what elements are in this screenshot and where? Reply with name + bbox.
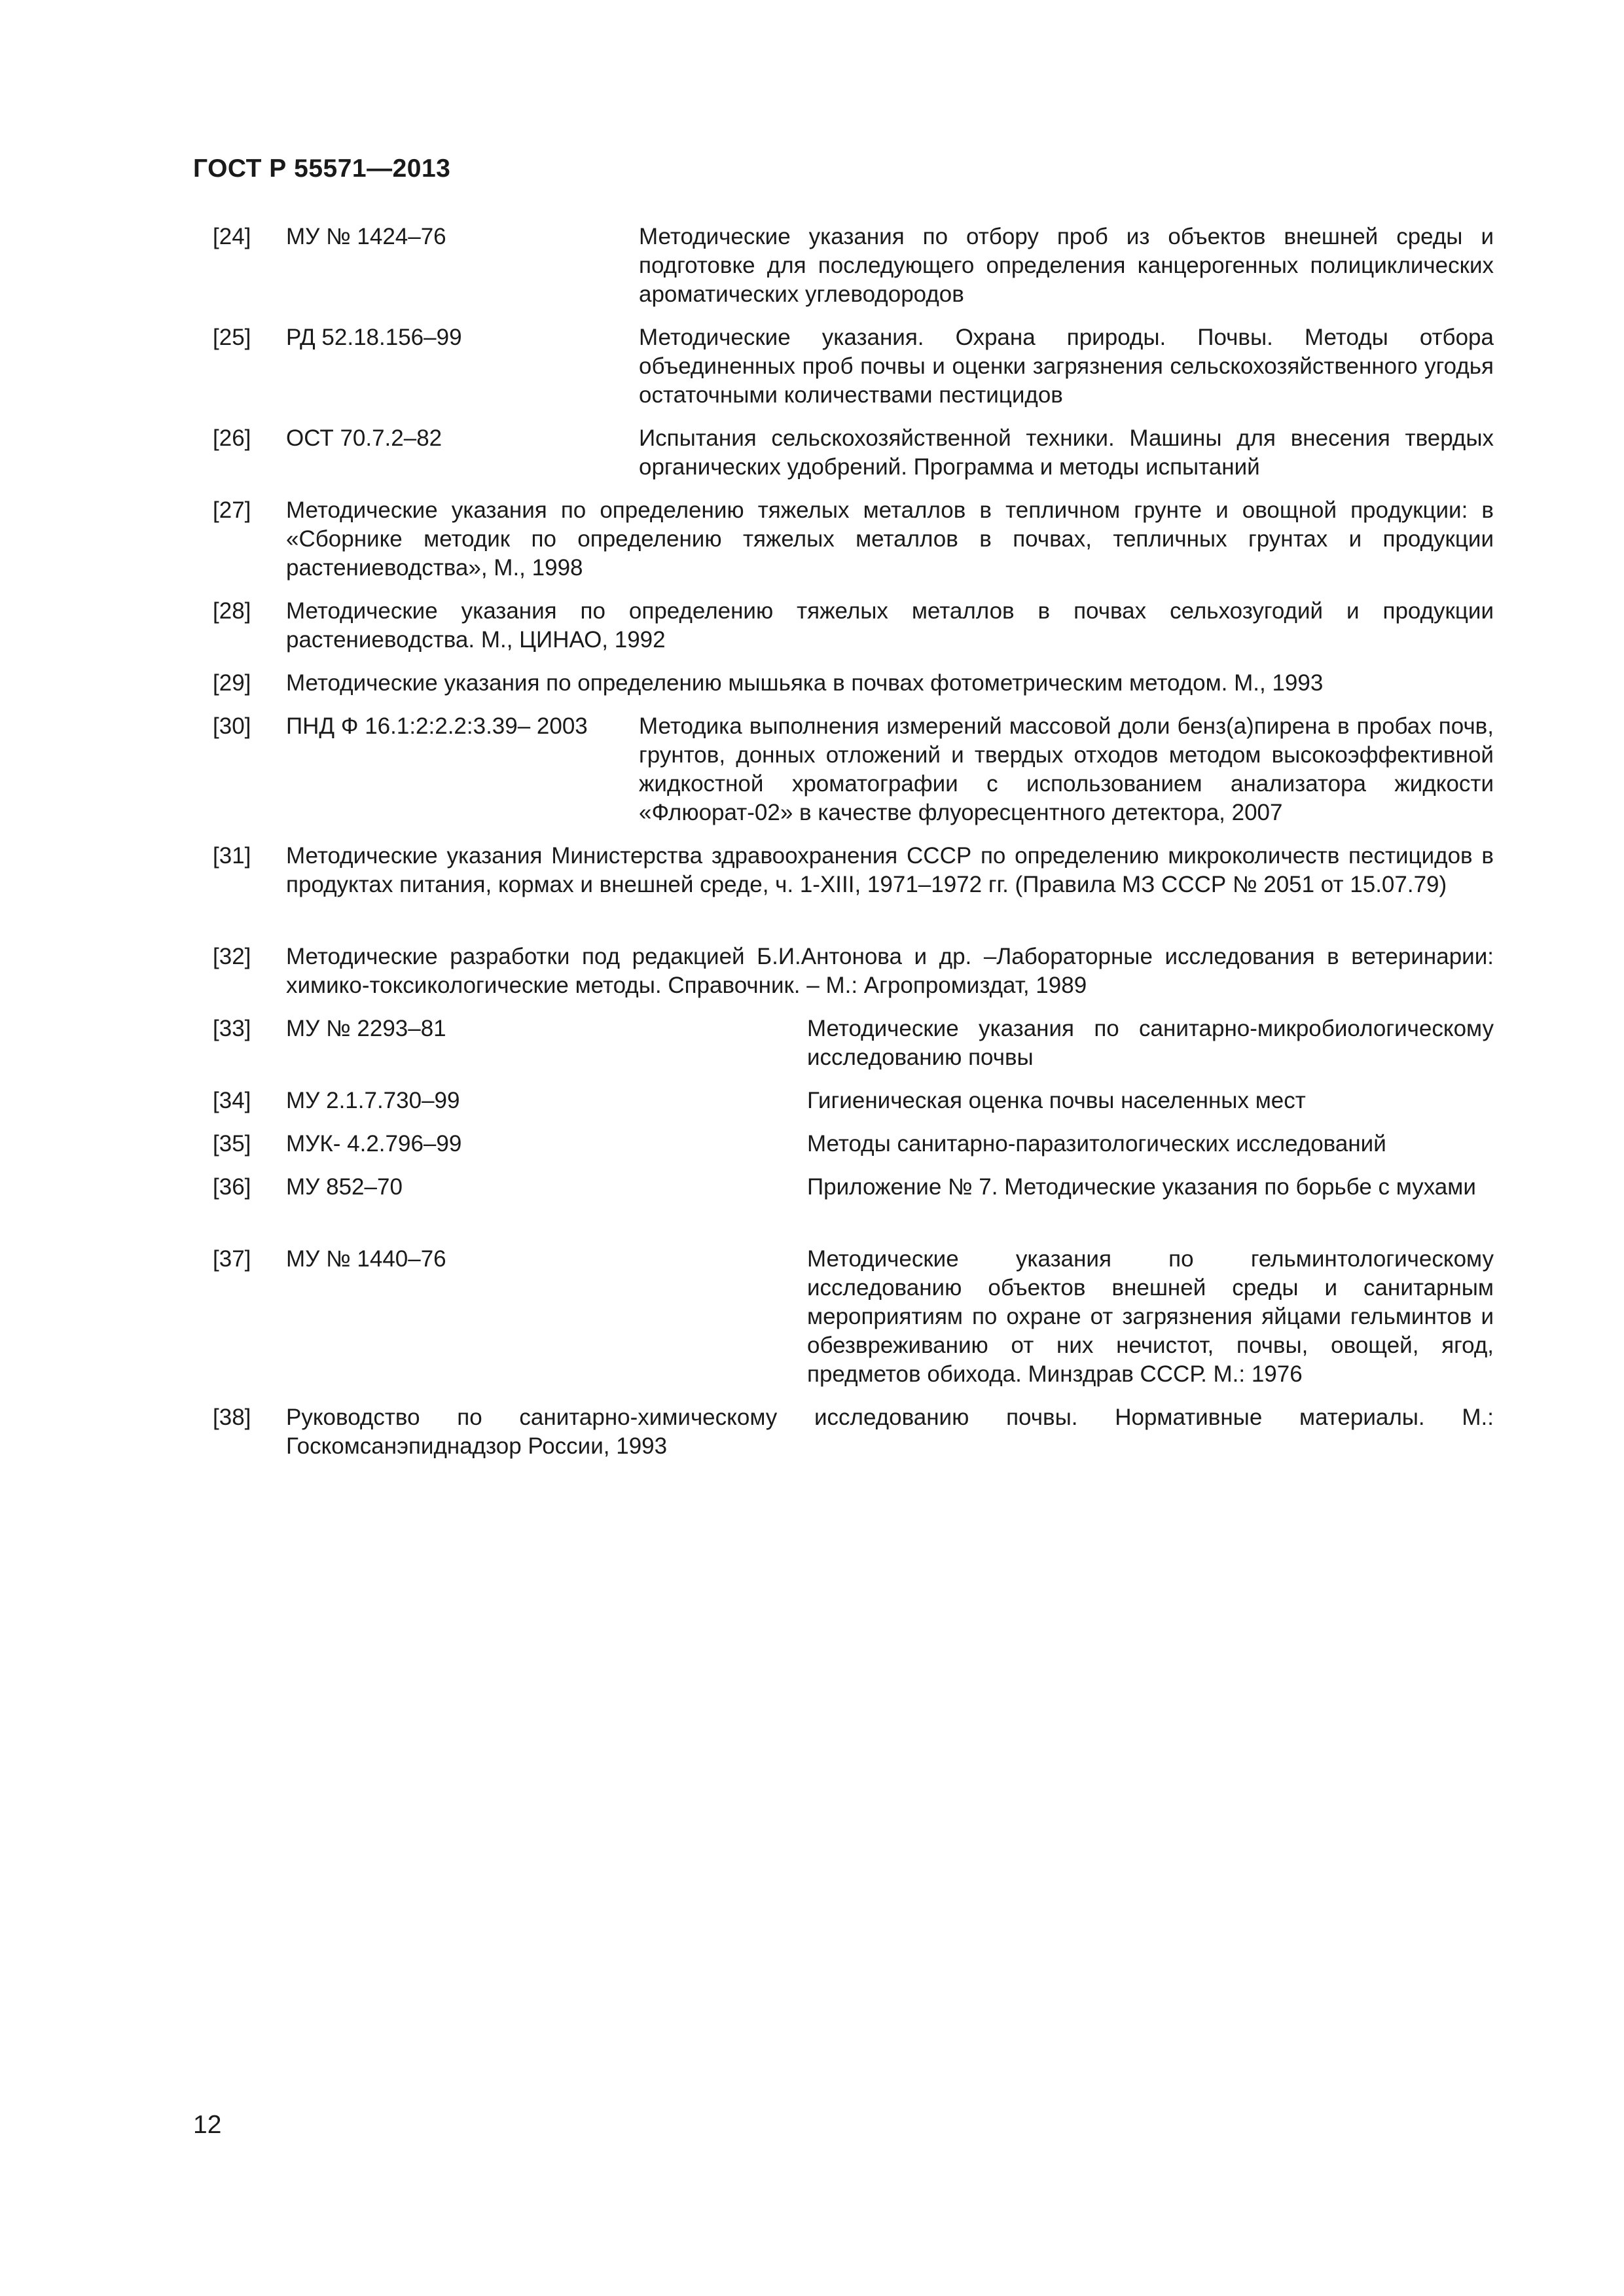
reference-code: МУ 2.1.7.730–99 <box>286 1088 460 1113</box>
reference-number: [28] <box>213 598 251 624</box>
reference-text: Методические указания. Охрана природы. Почвы. Методы отбора объединенных проб почвы и оценки загрязнения сельскохозяйственного угодья остаточными количествами пестицидов <box>639 325 1494 408</box>
reference-number: [35] <box>213 1131 251 1157</box>
reference-text: Методика выполнения измерений массовой доли бенз(а)пирена в пробах почв, грунтов, донных отложений и твердых отходов методом высокоэффективной жидкостной хроматографии с использованием анализатора жидкости «Флюорат-02» в качестве флуоресцентного детектора, 2007 <box>639 713 1494 825</box>
reference-number: [34] <box>213 1088 251 1113</box>
reference-code: ПНД Ф 16.1:2:2.2:3.39– 2003 <box>286 713 588 739</box>
reference-text: Гигиеническая оценка почвы населенных мест <box>807 1088 1306 1113</box>
reference-text: Методические указания Министерства здравоохранения СССР по определению микроколичеств пестицидов в продуктах питания, кормах и внешней среде, ч. 1-XIII, 1971–1972 гг. (Правила МЗ СССР № 2051 от 15.07.79) <box>286 843 1494 897</box>
reference-number: [33] <box>213 1016 251 1041</box>
page-number: 12 <box>193 2111 222 2139</box>
reference-number: [30] <box>213 713 251 739</box>
reference-text: Методические указания по определению тяжелых металлов в почвах сельхозугодий и продукции растениеводства. М., ЦИНАО, 1992 <box>286 598 1494 653</box>
reference-text: Испытания сельскохозяйственной техники. Машины для внесения твердых органических удобрений. Программа и методы испытаний <box>639 425 1494 480</box>
reference-code: МУ № 1440–76 <box>286 1246 446 1272</box>
reference-code: МУ № 2293–81 <box>286 1016 446 1041</box>
reference-number: [38] <box>213 1405 251 1430</box>
reference-number: [32] <box>213 944 251 969</box>
reference-number: [24] <box>213 224 251 249</box>
reference-text: Методические указания по санитарно-микробиологическому исследованию почвы <box>807 1016 1494 1070</box>
reference-text: Методы санитарно-паразитологических исследований <box>807 1131 1386 1157</box>
reference-number: [25] <box>213 325 251 350</box>
document-header: ГОСТ Р 55571—2013 <box>193 154 451 183</box>
reference-text: Руководство по санитарно-химическому исследованию почвы. Нормативные материалы. М.: Госкомсанэпиднадзор России, 1993 <box>286 1405 1494 1459</box>
reference-number: [27] <box>213 497 251 523</box>
reference-number: [37] <box>213 1246 251 1272</box>
reference-text: Методические указания по определению тяжелых металлов в тепличном грунте и овощной продукции: в «Сборнике методик по определению тяжелых металлов в почвах, тепличных грунтах и продукции растениеводства», М., 1998 <box>286 497 1494 581</box>
reference-code: МУ № 1424–76 <box>286 224 446 249</box>
reference-text: Методические разработки под редакцией Б.И.Антонова и др. –Лабораторные исследования в ветеринарии: химико-токсикологические методы. Справочник. – М.: Агропромиздат, 1989 <box>286 944 1494 998</box>
reference-text: Методические указания по отбору проб из объектов внешней среды и подготовке для последующего определения канцерогенных полициклических ароматических углеводородов <box>639 224 1494 307</box>
reference-code: РД 52.18.156–99 <box>286 325 462 350</box>
reference-number: [29] <box>213 670 251 696</box>
reference-code: ОСТ 70.7.2–82 <box>286 425 442 451</box>
reference-text: Приложение № 7. Методические указания по борьбе с мухами <box>807 1174 1476 1200</box>
reference-code: МУК- 4.2.796–99 <box>286 1131 462 1157</box>
reference-text: Методические указания по определению мышьяка в почвах фотометрическим методом. М., 1993 <box>286 670 1324 696</box>
reference-number: [31] <box>213 843 251 869</box>
reference-number: [26] <box>213 425 251 451</box>
reference-number: [36] <box>213 1174 251 1200</box>
reference-text: Методические указания по гельминтологическому исследованию объектов внешней среды и санитарным мероприятиям по охране от загрязнения яйцами гельминтов и обезвреживанию от них нечистот, почвы, овощей, ягод, предметов обихода. Минздрав СССР. М.: 1976 <box>807 1246 1494 1387</box>
reference-code: МУ 852–70 <box>286 1174 403 1200</box>
